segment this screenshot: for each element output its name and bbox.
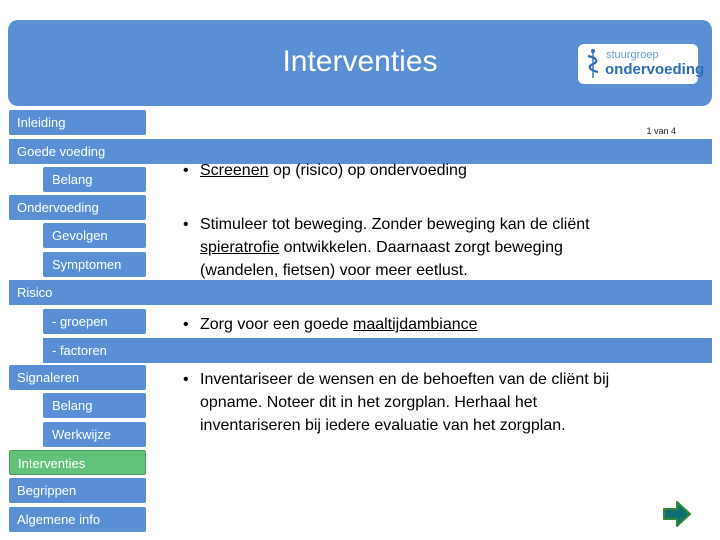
bullet-dot: • xyxy=(183,316,189,333)
logo-text-bottom: ondervoeding xyxy=(605,61,705,78)
nav-signaleren-belang[interactable]: Belang xyxy=(43,393,146,418)
nav-ondervoeding[interactable]: Ondervoeding xyxy=(9,195,146,220)
nav-risico-factoren[interactable]: - factoren xyxy=(43,338,712,363)
logo-text-top: stuurgroep xyxy=(606,49,659,61)
nav-goede-voeding[interactable]: Goede voeding xyxy=(9,139,712,164)
page-title: Interventies xyxy=(282,45,438,78)
nav-risico[interactable]: Risico xyxy=(9,280,712,305)
page-indicator: 1 van 4 xyxy=(646,126,676,136)
nav-algemene-info[interactable]: Algemene info xyxy=(9,507,146,532)
bullet-dot: • xyxy=(183,216,189,233)
bullet-inventariseer-line2: opname. Noteer dit in het zorgplan. Herhaal het xyxy=(200,394,538,411)
bullet-screenen-text: op (risico) op ondervoeding xyxy=(268,162,467,179)
link-screenen[interactable]: Screenen xyxy=(200,162,269,179)
bullet-maaltijd-text: Zorg voor een goede xyxy=(200,316,353,333)
nav-ondervoeding-symptomen[interactable]: Symptomen xyxy=(43,252,146,277)
arrow-right-icon[interactable] xyxy=(663,500,691,528)
bullet-inventariseer-line1: Inventariseer de wensen en de behoeften van de cliënt bij xyxy=(200,371,610,388)
nav-interventies[interactable]: Interventies xyxy=(9,450,146,475)
link-maaltijdambiance[interactable]: maaltijdambiance xyxy=(353,316,478,333)
bullet-inventariseer-line3: inventariseren bij iedere evaluatie van het zorgplan. xyxy=(200,417,566,434)
bullet-beweging-line3: (wandelen, fietsen) voor meer eetlust. xyxy=(200,262,468,279)
caduceus-icon xyxy=(586,48,600,80)
nav-signaleren-werkwijze[interactable]: Werkwijze xyxy=(43,422,146,447)
bullet-beweging-line2: ontwikkelen. Daarnaast zorgt beweging xyxy=(279,239,563,256)
logo xyxy=(578,44,705,84)
bullet-dot: • xyxy=(183,162,189,179)
nav-ondervoeding-gevolgen[interactable]: Gevolgen xyxy=(43,223,146,248)
nav-signaleren[interactable]: Signaleren xyxy=(9,365,146,390)
nav-risico-groepen[interactable]: - groepen xyxy=(43,309,146,334)
bullet-beweging-line1: Stimuleer tot beweging. Zonder beweging kan de cliënt xyxy=(200,216,590,233)
link-spieratrofie[interactable]: spieratrofie xyxy=(200,239,280,256)
nav-goede-voeding-belang[interactable]: Belang xyxy=(43,167,146,192)
nav-begrippen[interactable]: Begrippen xyxy=(9,478,146,503)
nav-inleiding[interactable]: Inleiding xyxy=(9,110,146,135)
bullet-dot: • xyxy=(183,371,189,388)
